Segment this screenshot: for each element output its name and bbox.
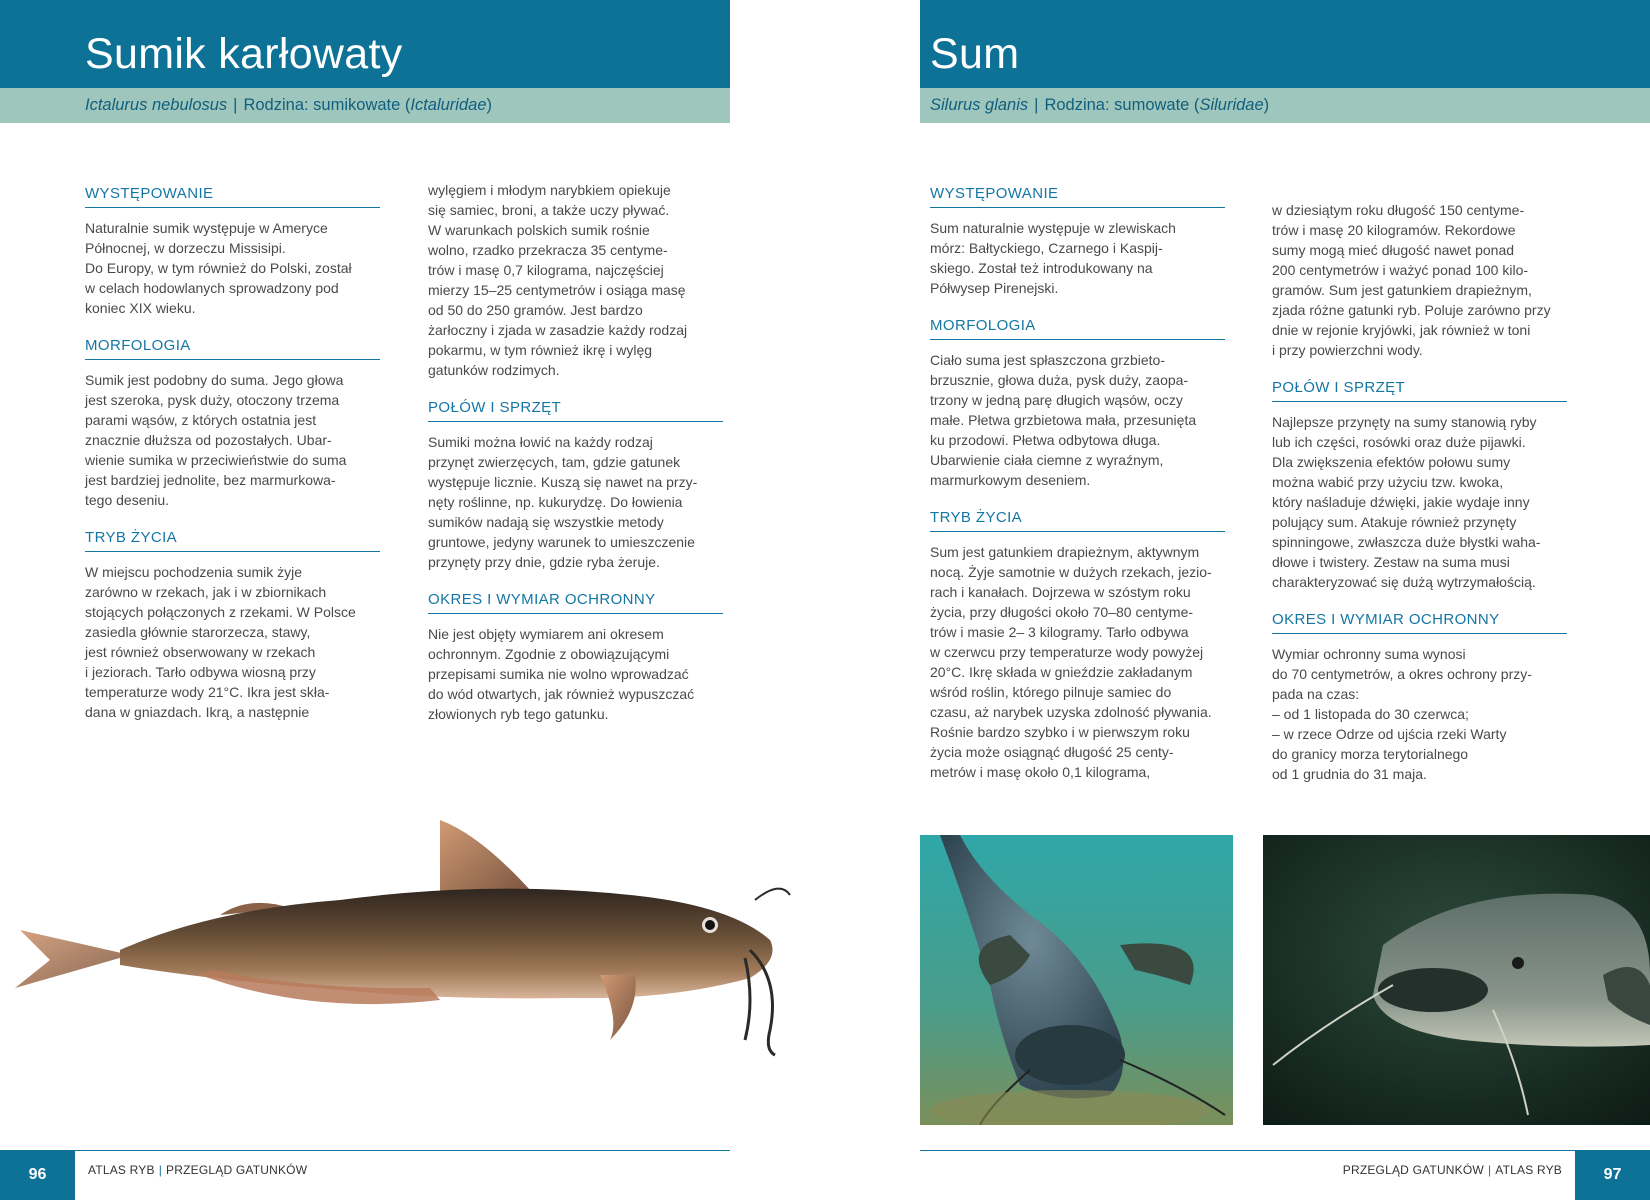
section-text: Sum jest gatunkiem drapieżnym, aktywnym nocą. Żyje samotnie w dużych rzekach, jezio- rach i kanałach. Dojrzewa w szóstym roku życia, przy długości około 70–80 centyme- trów i masie 2– 3 kilogramy. Tarło odbywa w czerwcu przy temperaturze wody powyżej 20°C. Ikrę składa w gnieździe zakładanym wśród roślin, którego pilnuje samiec do czasu, aż narybek uzyska zdolność pływania. Rośnie bardzo szybko i w pierwszym roku życia może osiągnąć długość 25 centy- metrów i masę około 0,1 kilograma, xyxy=(930,544,1212,780)
right-latin-name: Silurus glanis xyxy=(930,96,1029,114)
left-footer-section: PRZEGLĄD GATUNKÓW xyxy=(166,1163,308,1177)
right-section-wystepowanie xyxy=(930,185,1225,298)
section-text: Wymiar ochronny suma wynosi do 70 centymetrów, a okres ochrony przy- pada na czas: – od 1 listopada do 30 czerwca; – w rzece Odrze od ujścia rzeki Warty do granicy morza terytorialnego od 1 grudnia do 31 maja. xyxy=(1272,646,1532,782)
right-section-tryb-zycia-cont xyxy=(1272,200,1567,360)
right-subtitle xyxy=(930,96,1269,115)
section-text: Najlepsze przynęty na sumy stanowią ryby lub ich części, rosówki oraz duże pijawki. Dla zwiększenia efektów połowu sumy można wabić przy użyciu tzw. kwoka, który naśladuje dźwięki, jakie wydaje inny polujący sum. Atakuje również przynęty spinningowe, zwłaszcza duże błystki waha- dłowe i twistery. Zestaw na suma musi charakteryzować się dużą wytrzymałością. xyxy=(1272,414,1541,590)
left-subtitle-bar xyxy=(0,88,730,123)
right-footer-section: PRZEGLĄD GATUNKÓW xyxy=(1342,1163,1484,1177)
left-subtitle xyxy=(85,96,492,115)
left-section-tryb-zycia xyxy=(85,529,380,722)
section-text: Sumiki można łowić na każdy rodzaj przynęt zwierzęcych, tam, gdzie gatunek występuje licznie. Kuszą się nawet na przy- nęty roślinne, np. kukurydzę. Do łowienia sumików nadają się wszystkie metody gruntowe, jedyny warunek to umieszczenie przynęty przy dnie, gdzie ryba żeruje. xyxy=(428,434,698,570)
right-footer-line xyxy=(920,1150,1575,1151)
right-section-tryb-zycia xyxy=(930,509,1225,782)
left-page-number: 96 xyxy=(0,1150,75,1200)
right-page-number: 97 xyxy=(1575,1150,1650,1200)
right-page-title: Sum xyxy=(930,30,1020,78)
section-heading: WYSTĘPOWANIE xyxy=(85,185,380,208)
left-section-wystepowanie xyxy=(85,185,380,318)
left-latin-name: Ictalurus nebulosus xyxy=(85,96,228,114)
left-title-bar xyxy=(0,0,730,88)
section-heading: OKRES I WYMIAR OCHRONNY xyxy=(428,591,723,614)
left-column-1 xyxy=(85,185,380,741)
section-text: Sumik jest podobny do suma. Jego głowa jest szeroka, pysk duży, otoczony trzema parami wąsów, z których ostatnia jest znacznie dłuższa od pozostałych. Ubar- wienie sumika w przeciwieństwie do suma jest bardziej jednolite, bez marmurkowa- tego deseniu. xyxy=(85,372,347,508)
section-text: W miejscu pochodzenia sumik żyje zarówno w rzekach, jak i w zbiornikach stojących połączonych z rzekami. W Polsce zasiedla głównie starorzecza, stawy, jest również obserwowany w rzekach i jeziorach. Tarło odbywa wiosną przy temperaturze wody 21°C. Ikra jest skła- dana w gniazdach. Ikrą, a następnie xyxy=(85,564,356,720)
section-heading: WYSTĘPOWANIE xyxy=(930,185,1225,208)
catfish-underwater-photo-front xyxy=(920,835,1233,1125)
right-footer-atlas: ATLAS RYB xyxy=(1495,1163,1562,1177)
left-family-suffix: ) xyxy=(486,96,493,114)
left-footer-atlas: ATLAS RYB xyxy=(88,1163,155,1177)
section-text: wylęgiem i młodym narybkiem opiekuje się samiec, broni, a także uczy pływać. W warunkach polskich sumik rośnie wolno, rzadko przekracza 35 centyme- trów i masę 0,7 kilograma, najczęściej mierzy 15–25 centymetrów i osiąga masę od 50 do 250 gramów. Jest bardzo żarłoczny i zjada w zasadzie każdy rodzaj pokarmu, w tym również ikrę i wylęg gatunków rodzimych. xyxy=(428,182,688,378)
section-text: Sum naturalnie występuje w zlewiskach mórz: Bałtyckiego, Czarnego i Kaspij- skiego. Został też introdukowany na Półwysep Pirenejski. xyxy=(930,220,1176,296)
right-column-1 xyxy=(930,185,1225,801)
section-heading: POŁÓW I SPRZĘT xyxy=(428,399,723,422)
left-section-okres xyxy=(428,591,723,724)
left-section-morfologia xyxy=(85,337,380,510)
left-section-polow xyxy=(428,399,723,572)
left-page xyxy=(0,0,730,1200)
right-title-bar xyxy=(920,0,1650,88)
left-section-tryb-zycia-cont xyxy=(428,180,723,380)
section-text: w dziesiątym roku długość 150 centyme- trów i masę 20 kilogramów. Rekordowe sumy mogą mieć długość nawet ponad 200 centymetrów i ważyć ponad 100 kilo- gramów. Sum jest gatunkiem drapieżnym, zjada różne gatunki ryb. Poluje zarówno przy dnie w rejonie kryjówki, jak również w toni i przy powierzchni wody. xyxy=(1272,202,1551,358)
right-family-suffix: ) xyxy=(1263,96,1270,114)
left-subtitle-separator: | xyxy=(233,96,238,114)
section-heading: OKRES I WYMIAR OCHRONNY xyxy=(1272,611,1567,634)
right-section-polow xyxy=(1272,379,1567,592)
right-column-2 xyxy=(1272,200,1567,803)
left-footer-line xyxy=(75,1150,730,1151)
left-footer-text xyxy=(88,1163,307,1177)
right-footer-text xyxy=(1343,1163,1562,1177)
section-heading: POŁÓW I SPRZĘT xyxy=(1272,379,1567,402)
left-page-title: Sumik karłowaty xyxy=(85,30,403,78)
section-heading: TRYB ŻYCIA xyxy=(930,509,1225,532)
section-text: Naturalnie sumik występuje w Ameryce Północnej, w dorzeczu Missisipi. Do Europy, w tym również do Polski, został w celach hodowlanych sprowadzony pod koniec XIX wieku. xyxy=(85,220,352,316)
left-column-2 xyxy=(428,180,723,743)
left-family-prefix: Rodzina: sumikowate ( xyxy=(243,96,411,114)
section-heading: TRYB ŻYCIA xyxy=(85,529,380,552)
right-family-latin: Siluridae xyxy=(1199,96,1264,114)
catfish-underwater-photo-side xyxy=(1263,835,1650,1125)
section-text: Nie jest objęty wymiarem ani okresem ochronnym. Zgodnie z obowiązującymi przepisami sumika nie wolno wprowadzać do wód otwartych, jak również wypuszczać złowionych ryb tego gatunku. xyxy=(428,626,695,722)
right-section-morfologia xyxy=(930,317,1225,490)
section-heading: MORFOLOGIA xyxy=(930,317,1225,340)
section-heading: MORFOLOGIA xyxy=(85,337,380,360)
right-family-prefix: Rodzina: sumowate ( xyxy=(1044,96,1200,114)
right-page xyxy=(920,0,1650,1200)
brown-bullhead-fish-photo xyxy=(10,800,800,1060)
right-subtitle-separator: | xyxy=(1034,96,1039,114)
right-footer-separator: | xyxy=(1487,1163,1492,1177)
right-subtitle-bar xyxy=(920,88,1650,123)
right-section-okres xyxy=(1272,611,1567,784)
section-text: Ciało suma jest spłaszczona grzbieto- brzusznie, głowa duża, pysk duży, zaopa- trzony w jedną parę długich wąsów, oczy małe. Płetwa grzbietowa mała, przesunięta ku przodowi. Płetwa odbytowa długa. Ubarwienie ciała ciemne z wyraźnym, marmurkowym deseniem. xyxy=(930,352,1197,488)
left-family-latin: Ictaluridae xyxy=(410,96,487,114)
left-footer-separator: | xyxy=(158,1163,163,1177)
